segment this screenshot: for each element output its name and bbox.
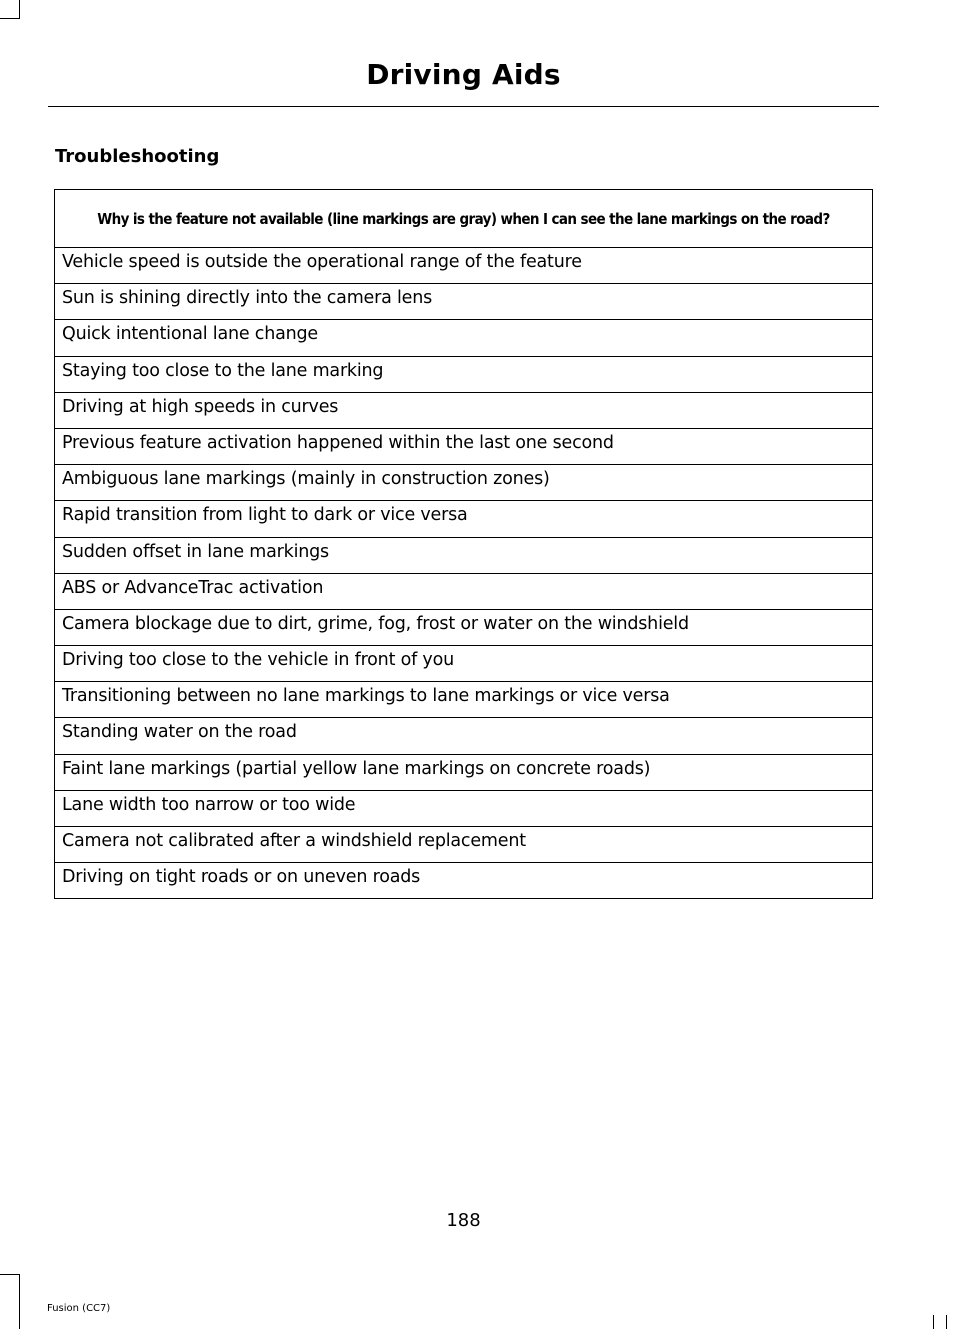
table-row xyxy=(55,790,873,826)
crop-mark-top-left-vertical xyxy=(19,0,20,18)
crop-mark-bottom-left-vertical xyxy=(19,1274,20,1329)
table-row xyxy=(55,465,873,501)
table-cell: Transitioning between no lane markings to lane markings or vice versa xyxy=(55,682,873,718)
title-divider xyxy=(48,106,879,107)
table-cell: Quick intentional lane change xyxy=(55,320,873,356)
table-cell: Staying too close to the lane marking xyxy=(55,356,873,392)
table-row xyxy=(55,646,873,682)
table-cell: Rapid transition from light to dark or vice versa xyxy=(55,501,873,537)
footer-label: Fusion (CC7) xyxy=(47,1303,111,1314)
table-row xyxy=(55,682,873,718)
table-cell: Vehicle speed is outside the operational range of the feature xyxy=(55,248,873,284)
table-cell: Driving at high speeds in curves xyxy=(55,392,873,428)
table-cell: Ambiguous lane markings (mainly in construction zones) xyxy=(55,465,873,501)
table-cell: Camera blockage due to dirt, grime, fog, frost or water on the windshield xyxy=(55,609,873,645)
table-cell: Driving too close to the vehicle in front of you xyxy=(55,646,873,682)
table-cell: Standing water on the road xyxy=(55,718,873,754)
table-row xyxy=(55,718,873,754)
page-number: 188 xyxy=(446,1210,481,1231)
table-row xyxy=(55,428,873,464)
crop-mark-bottom-right-2 xyxy=(946,1315,947,1329)
crop-mark-bottom-left-horizontal xyxy=(0,1274,20,1275)
table-cell: Sudden offset in lane markings xyxy=(55,537,873,573)
table-row xyxy=(55,248,873,284)
table-cell: Camera not calibrated after a windshield replacement xyxy=(55,827,873,863)
table-row xyxy=(55,356,873,392)
crop-mark-bottom-right-1 xyxy=(933,1315,934,1329)
table-row xyxy=(55,392,873,428)
table-header-row xyxy=(55,190,873,248)
table-cell: ABS or AdvanceTrac activation xyxy=(55,573,873,609)
table-cell: Previous feature activation happened within the last one second xyxy=(55,428,873,464)
table-cell: Lane width too narrow or too wide xyxy=(55,790,873,826)
section-heading: Troubleshooting xyxy=(55,146,220,167)
troubleshooting-table xyxy=(54,189,873,899)
table-row xyxy=(55,284,873,320)
table-row xyxy=(55,754,873,790)
table-row xyxy=(55,827,873,863)
table-row xyxy=(55,573,873,609)
table-row xyxy=(55,863,873,899)
crop-mark-top-left-horizontal xyxy=(0,18,20,19)
table-header-cell: Why is the feature not available (line markings are gray) when I can see the lane markings on the road? xyxy=(55,190,873,248)
table-row xyxy=(55,609,873,645)
page-title: Driving Aids xyxy=(366,58,561,91)
table-cell: Faint lane markings (partial yellow lane markings on concrete roads) xyxy=(55,754,873,790)
table-row xyxy=(55,320,873,356)
table-row xyxy=(55,537,873,573)
table-row xyxy=(55,501,873,537)
table-cell: Sun is shining directly into the camera lens xyxy=(55,284,873,320)
table-cell: Driving on tight roads or on uneven roads xyxy=(55,863,873,899)
